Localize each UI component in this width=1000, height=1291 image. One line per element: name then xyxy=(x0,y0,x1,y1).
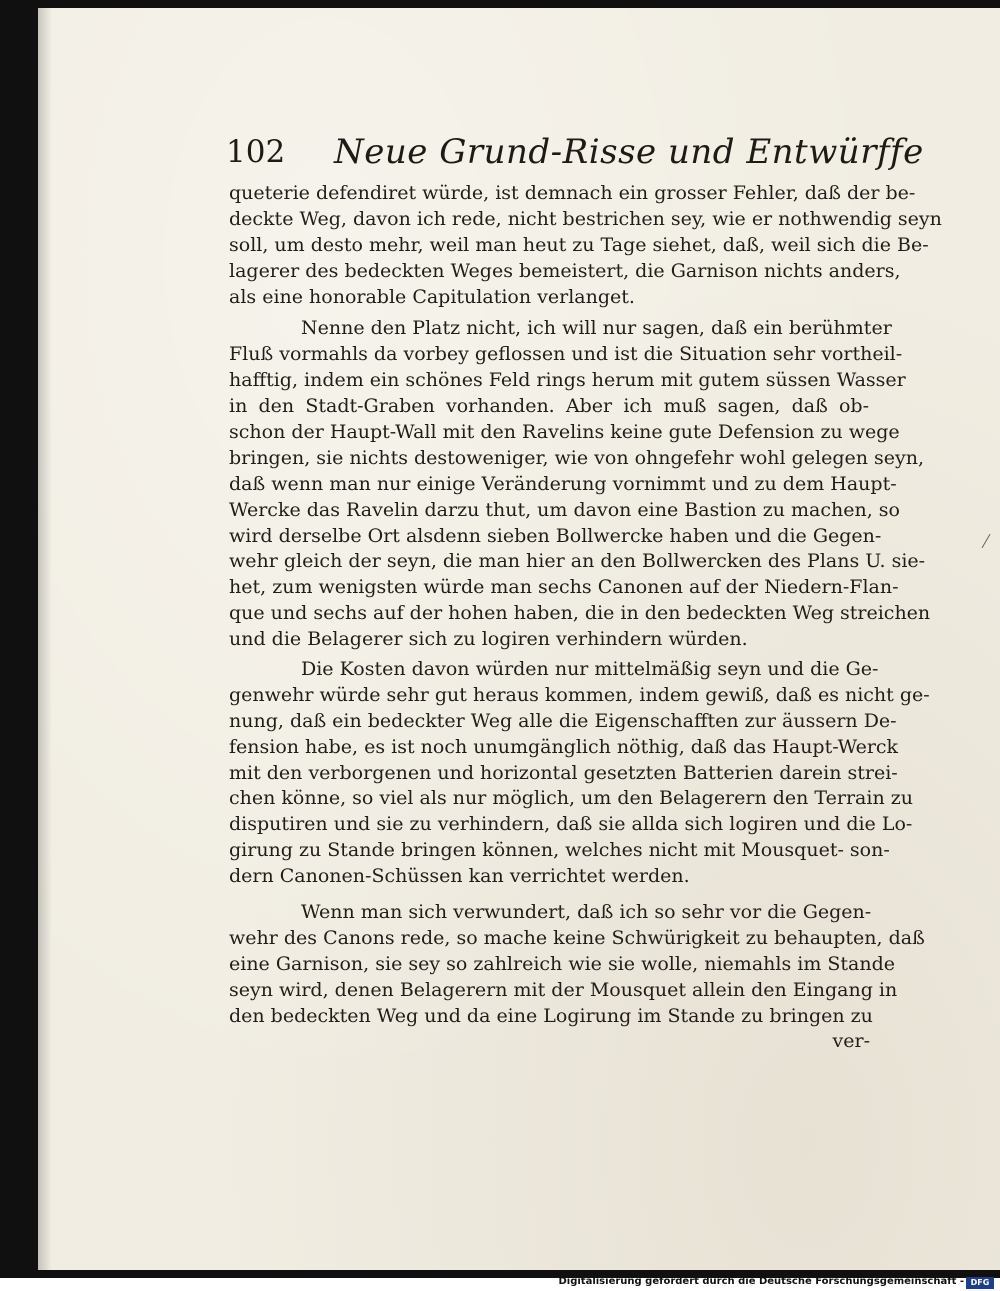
text-line: und die Belagerer sich zu logiren verhindern würden. xyxy=(229,628,748,651)
dfg-logo-icon: DFG xyxy=(966,1277,994,1289)
body-text xyxy=(229,181,942,1030)
text-line: seyn wird, denen Belagerern mit der Mousquet allein den Eingang in xyxy=(229,978,898,1001)
text-line: que und sechs auf der hohen haben, die in den bedeckten Weg streichen xyxy=(229,602,931,625)
text-line: chen könne, so viel als nur möglich, um den Belagerern den Terrain zu xyxy=(229,787,913,810)
text-line: in den Stadt-Graben vorhanden. Aber ich muß sagen, daß ob- xyxy=(229,395,869,418)
digitization-credit: Digitalisierung gefördert durch die Deutsche Forschungsgemeinschaft - xyxy=(558,1276,964,1287)
text-line: fension habe, es ist noch unumgänglich nöthig, daß das Haupt-Werck xyxy=(229,735,899,758)
catchword: ver- xyxy=(832,1030,870,1052)
paragraph-1 xyxy=(229,181,942,310)
text-line: soll, um desto mehr, weil man heut zu Tage siehet, daß, weil sich die Be- xyxy=(229,233,929,256)
text-line: Wercke das Ravelin darzu thut, um davon eine Bastion zu machen, so xyxy=(229,498,900,521)
text-line: mit den verborgenen und horizontal gesetzten Batterien darein strei- xyxy=(229,761,898,784)
page-header xyxy=(222,130,924,180)
text-line: hafftig, indem ein schönes Feld rings herum mit gutem süssen Wasser xyxy=(229,369,906,392)
text-line: genwehr würde sehr gut heraus kommen, indem gewiß, daß es nicht ge- xyxy=(229,683,930,706)
text-line: het, zum wenigsten würde man sechs Canonen auf der Niedern-Flan- xyxy=(229,576,899,599)
text-line: bringen, sie nichts destoweniger, wie von ohngefehr wohl gelegen seyn, xyxy=(229,446,925,469)
text-line: Fluß vormahls da vorbey geflossen und ist die Situation sehr vortheil- xyxy=(229,343,903,366)
text-line: schon der Haupt-Wall mit den Ravelins keine gute Defension zu wege xyxy=(229,421,900,444)
text-line: lagerer des bedeckten Weges bemeistert, die Garnison nichts anders, xyxy=(229,259,901,282)
text-line: queterie defendiret würde, ist demnach ein grosser Fehler, daß der be- xyxy=(229,182,916,204)
paragraph-3 xyxy=(229,657,930,890)
text-line: Nenne den Platz nicht, ich will nur sagen, daß ein berühmter xyxy=(301,317,892,340)
running-title: Neue Grund-Risse und Entwürffe xyxy=(334,132,924,172)
text-line: Wenn man sich verwundert, daß ich so sehr vor die Gegen- xyxy=(301,901,872,924)
text-line: wehr des Canons rede, so mache keine Schwürigkeit zu behaupten, daß xyxy=(229,926,925,949)
text-line: Die Kosten davon würden nur mittelmäßig seyn und die Ge- xyxy=(301,658,879,681)
text-line: disputiren und sie zu verhindern, daß sie allda sich logiren und die Lo- xyxy=(229,813,913,836)
paragraph-2 xyxy=(229,316,931,653)
text-line: eine Garnison, sie sey so zahlreich wie sie wolle, niemahls im Stande xyxy=(229,952,896,975)
text-line: dern Canonen-Schüssen kan verrichtet werden. xyxy=(229,865,690,888)
text-line: nung, daß ein bedeckter Weg alle die Eigenschafften zur äussern De- xyxy=(229,709,897,732)
page-edge-shadow xyxy=(38,8,52,1270)
text-line: deckte Weg, davon ich rede, nicht bestrichen sey, wie er nothwendig seyn xyxy=(229,207,942,230)
text-line: daß wenn man nur einige Veränderung vornimmt und zu dem Haupt- xyxy=(229,472,897,495)
text-line: wird derselbe Ort alsdenn sieben Bollwercke haben und die Gegen- xyxy=(229,524,882,547)
text-line: als eine honorable Capitulation verlanget. xyxy=(229,285,635,308)
text-line: wehr gleich der seyn, die man hier an den Bollwercken des Plans U. sie- xyxy=(229,550,926,573)
paragraph-4 xyxy=(229,900,925,1029)
page-number: 102 xyxy=(226,134,286,170)
text-line: den bedeckten Weg und da eine Logirung im Stande zu bringen zu xyxy=(229,1004,873,1027)
text-line: girung zu Stande bringen können, welches nicht mit Mousquet- son- xyxy=(229,839,890,862)
